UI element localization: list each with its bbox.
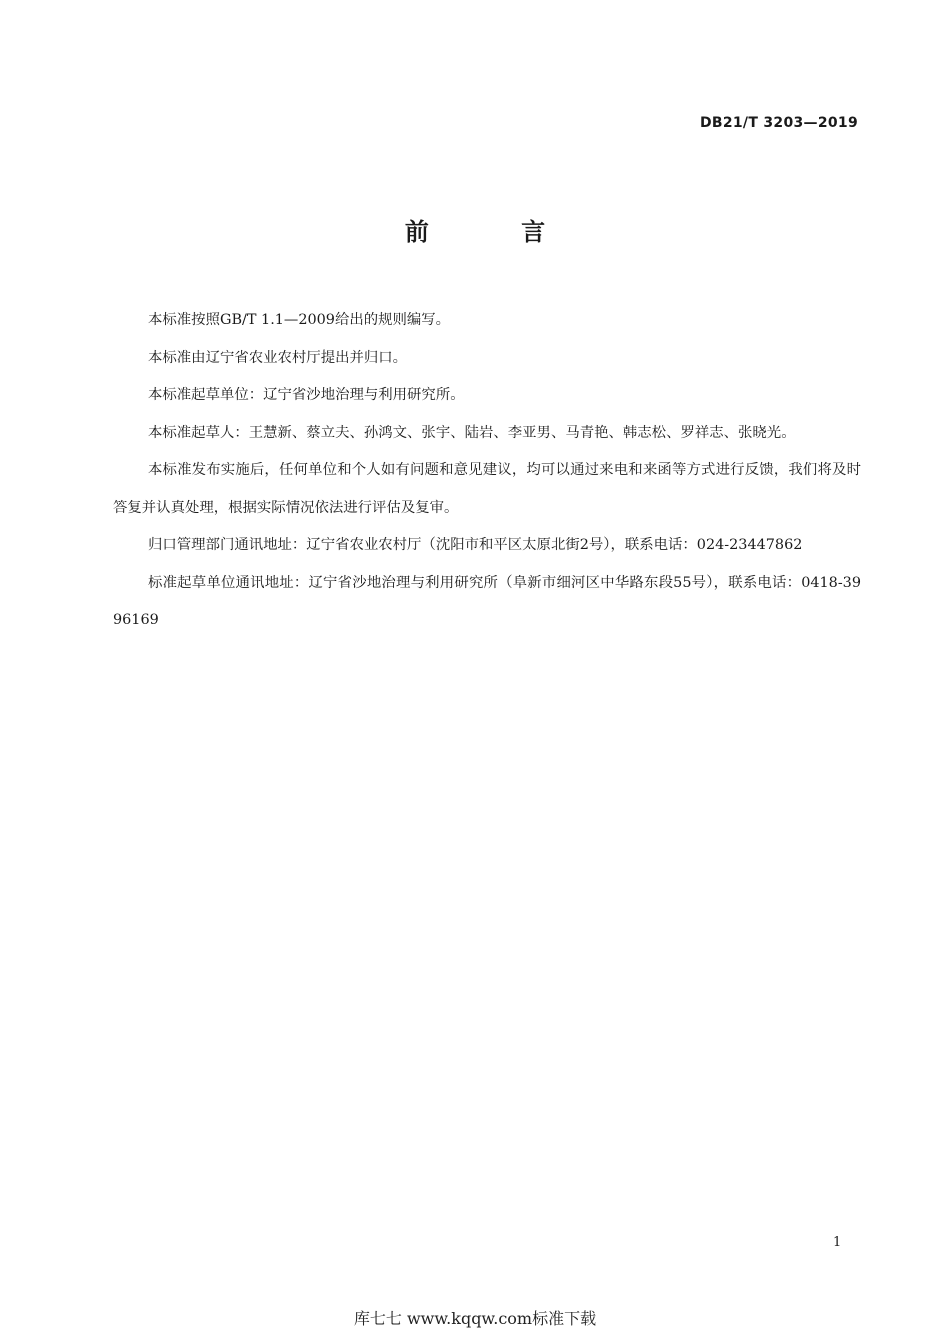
page-number: 1 (833, 1235, 842, 1250)
foreword-body (113, 302, 861, 640)
paragraph-feedback: 本标准发布实施后，任何单位和个人如有问题和意见建议，均可以通过来电和来函等方式进行反馈，我们将及时答复并认真处理，根据实际情况依法进行评估及复审。 (113, 462, 861, 516)
paragraph-admin-address: 归口管理部门通讯地址：辽宁省农业农村厅（沈阳市和平区太原北街2号），联系电话：024-23447862 (148, 537, 803, 553)
footer-watermark: 库七七 www.kqqw.com标准下载 (353, 1309, 597, 1328)
paragraph-drafting-rules: 本标准按照GB/T 1.1—2009给出的规则编写。 (148, 312, 451, 328)
paragraph-drafting-unit: 本标准起草单位：辽宁省沙地治理与利用研究所。 (148, 387, 465, 403)
paragraph-proposer: 本标准由辽宁省农业农村厅提出并归口。 (148, 349, 408, 366)
paragraph-drafters: 本标准起草人：王慧新、蔡立夫、孙鸿文、张宇、陆岩、李亚男、马青艳、韩志松、罗祥志、张晓光。 (148, 424, 796, 441)
document-code: DB21/T 3203—2019 (699, 115, 858, 131)
paragraph-drafter-address: 标准起草单位通讯地址：辽宁省沙地治理与利用研究所（阜新市细河区中华路东段55号），联系电话：0418-3996169 (113, 574, 861, 628)
section-title: 前 言 (404, 218, 588, 246)
